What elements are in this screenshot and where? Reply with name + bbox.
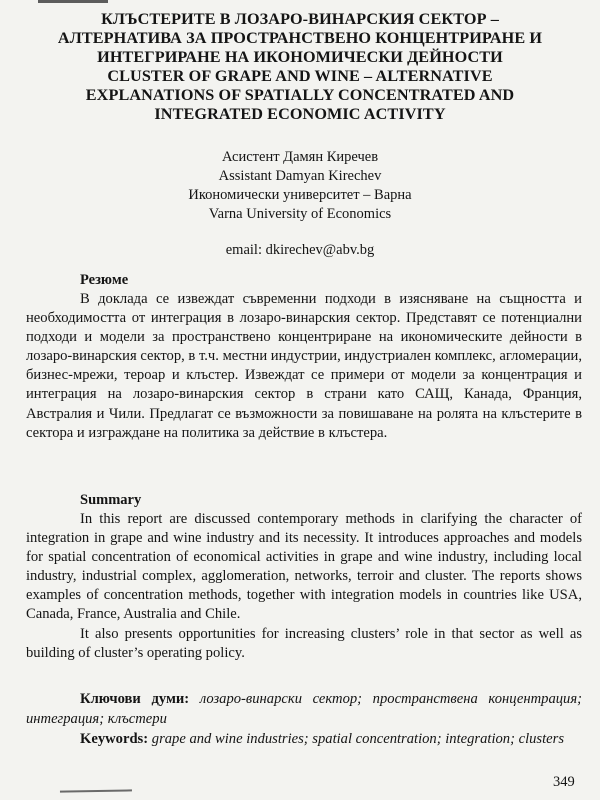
summary-english: [26, 491, 582, 663]
author-name-bg: Асистент Дамян Киречев: [221, 149, 379, 165]
page-number: 349: [553, 774, 575, 790]
abstract-text: В доклада се извеждат съвременни подходи в изясняване на същността и необходимостта от интеграция в лозаро-винарския сектор. Представят се потенциални подходи и модели за пространствено концентриране на икономическите дейности в лозаро-винарския сектор, в т.ч. местни индустрии, индустриален комплекс, агломерации, бизнес-мрежи, тероар и клъстер. Извеждат се примери от модели за концентрация и интеграция на лозаро-винарския сектор в страни като САЩ, Канада, Франция, Австралия и Чили. Предлагат се възможности за повишаване на ролята на клъстерите в сектора и изграждане на политика за действие в клъстера.: [26, 291, 582, 441]
title-line: CLUSTER OF GRAPE AND WINE – ALTERNATIVE: [107, 67, 493, 85]
keywords-label: Ключови думи:: [80, 691, 190, 707]
title-line: КЛЪСТЕРИТЕ В ЛОЗАРО-ВИНАРСКИЯ СЕКТОР –: [101, 10, 499, 28]
title-line: INTEGRATED ECONOMIC ACTIVITY: [154, 105, 446, 123]
author-block: [24, 148, 576, 224]
title-line: EXPLANATIONS OF SPATIALLY CONCENTRATED AND: [85, 86, 515, 104]
abstract-bulgarian: [26, 271, 582, 443]
keywords-label: Keywords:: [80, 731, 149, 747]
scan-artifact-top: [38, 0, 108, 9]
keywords-english: [26, 730, 582, 750]
title-line: АЛТЕРНАТИВА ЗА ПРОСТРАНСТВЕНО КОНЦЕНТРИРАНЕ И: [57, 29, 543, 47]
keywords-text: grape and wine industries; spatial concentration; integration; clusters: [151, 731, 565, 747]
abstract-heading: Резюме: [80, 272, 129, 288]
paper-title: [24, 10, 576, 124]
author-name-en: Assistant Damyan Kirechev: [218, 168, 382, 184]
summary-paragraph: In this report are discussed contemporary methods in clarifying the character of integration in grape and wine industry and its necessity. It introduces approaches and models for spatial concentration of economical activities in grape and wine industry, including local industry, industrial complex, agglomeration, networks, terroir and cluster. The reports shows examples of concentration methods, together with integration models in countries like USA, Canada, France, Australia and Chile.: [26, 511, 582, 623]
author-email: email: dkirechev@abv.bg: [225, 242, 375, 258]
keywords-text: лозаро-винарски сектор; пространствена концентрация; интеграция; клъстери: [26, 691, 582, 727]
summary-paragraph: It also presents opportunities for increasing clusters’ role in that sector as well as building of cluster’s operating policy.: [26, 625, 582, 661]
summary-heading: Summary: [80, 492, 142, 508]
title-line: ИНТЕГРИРАНЕ НА ИКОНОМИЧЕСКИ ДЕЙНОСТИ: [97, 48, 503, 66]
affiliation-bg: Икономически университет – Варна: [188, 187, 412, 203]
affiliation-en: Varna University of Economics: [208, 206, 392, 222]
scan-artifact-bottom: [60, 789, 132, 796]
keywords-bulgarian: [26, 690, 582, 729]
